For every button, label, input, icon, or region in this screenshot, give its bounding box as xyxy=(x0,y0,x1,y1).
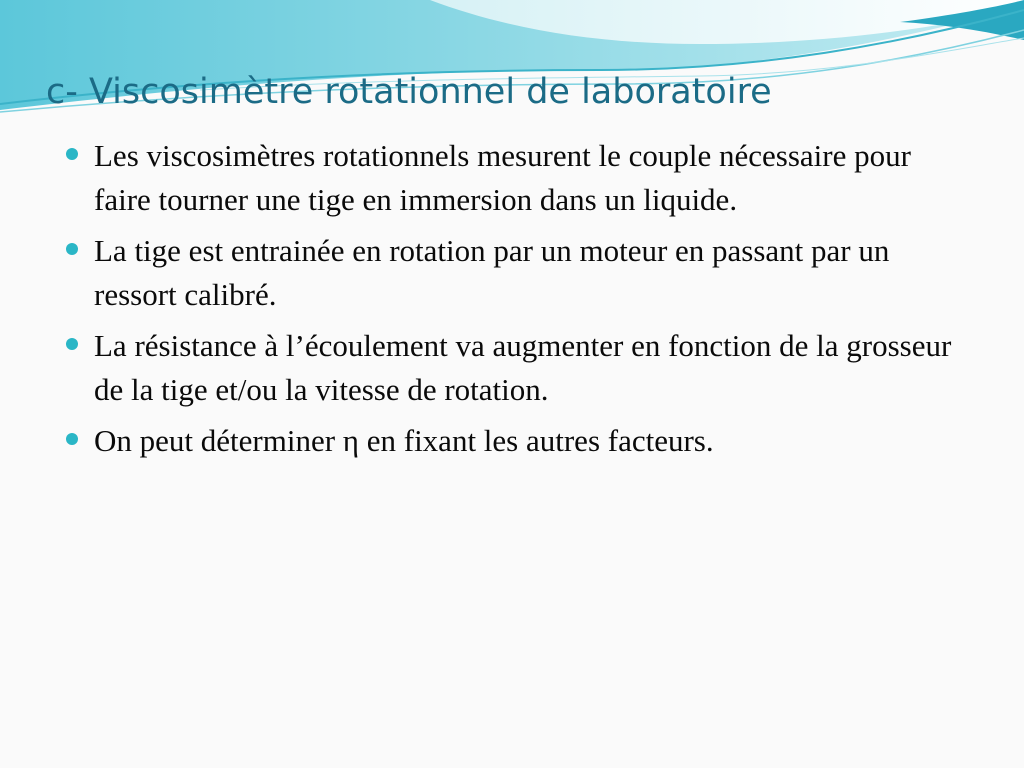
bullet-list xyxy=(66,134,966,470)
bullet-item xyxy=(66,134,966,222)
bullet-text: La tige est entrainée en rotation par un moteur en passant par un ressort calibré. xyxy=(94,233,890,312)
bullet-item xyxy=(66,419,966,463)
bullet-text: On peut déterminer η en fixant les autres facteurs. xyxy=(94,423,714,458)
bullet-dot-icon xyxy=(66,338,78,350)
slide-title: c- Viscosimètre rotationnel de laboratoire xyxy=(46,72,772,112)
bullet-text: Les viscosimètres rotationnels mesurent le couple nécessaire pour faire tourner une tige en immersion dans un liquide. xyxy=(94,138,911,217)
bullet-item xyxy=(66,229,966,317)
bullet-text: La résistance à l’écoulement va augmenter en fonction de la grosseur de la tige et/ou la vitesse de rotation. xyxy=(94,328,952,407)
bullet-dot-icon xyxy=(66,243,78,255)
bullet-item xyxy=(66,324,966,412)
bullet-dot-icon xyxy=(66,148,78,160)
bullet-dot-icon xyxy=(66,433,78,445)
